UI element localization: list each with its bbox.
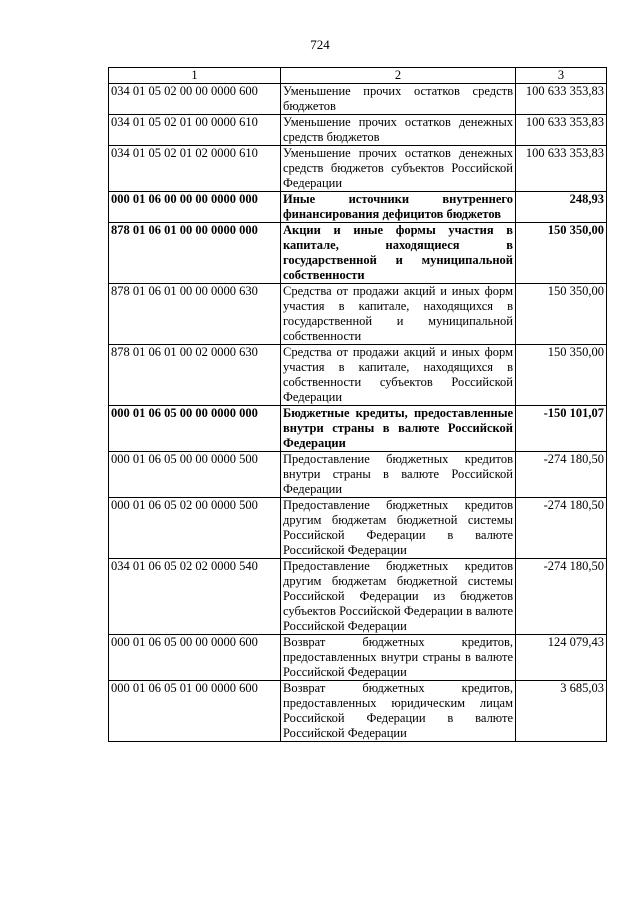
row-name-cell: Предоставление бюджетных кредитов другим бюджетам бюджетной системы Российской Федерации из бюджетов субъектов Российской Федерации в валюте Российской Федерации [281, 559, 516, 635]
row-amount-cell: -150 101,07 [516, 406, 607, 452]
table-row [109, 635, 607, 681]
row-amount-cell: 100 633 353,83 [516, 146, 607, 192]
table-row [109, 146, 607, 192]
row-code-cell: 878 01 06 01 00 00 0000 630 [109, 284, 281, 345]
row-name-cell: Возврат бюджетных кредитов, предоставленных внутри страны в валюте Российской Федерации [281, 635, 516, 681]
table-row [109, 115, 607, 146]
table-row [109, 498, 607, 559]
row-name-cell: Бюджетные кредиты, предоставленные внутри страны в валюте Российской Федерации [281, 406, 516, 452]
column-header-code: 1 [109, 68, 281, 84]
row-amount-cell: 124 079,43 [516, 635, 607, 681]
table-row [109, 681, 607, 742]
row-amount-cell: -274 180,50 [516, 452, 607, 498]
table-row [109, 192, 607, 223]
row-name-cell: Возврат бюджетных кредитов, предоставленных юридическим лицам Российской Федерации в валюте Российской Федерации [281, 681, 516, 742]
row-amount-cell: 100 633 353,83 [516, 84, 607, 115]
row-code-cell: 034 01 05 02 01 00 0000 610 [109, 115, 281, 146]
row-code-cell: 000 01 06 05 01 00 0000 600 [109, 681, 281, 742]
row-code-cell: 034 01 05 02 01 02 0000 610 [109, 146, 281, 192]
row-name-cell: Уменьшение прочих остатков денежных средств бюджетов [281, 115, 516, 146]
row-code-cell: 000 01 06 05 00 00 0000 600 [109, 635, 281, 681]
table-row [109, 284, 607, 345]
row-code-cell: 878 01 06 01 00 02 0000 630 [109, 345, 281, 406]
row-amount-cell: 100 633 353,83 [516, 115, 607, 146]
row-name-cell: Средства от продажи акций и иных форм участия в капитале, находящихся в собственности субъектов Российской Федерации [281, 345, 516, 406]
row-code-cell: 000 01 06 05 00 00 0000 500 [109, 452, 281, 498]
budget-sources-table [108, 67, 607, 742]
row-code-cell: 000 01 06 05 02 00 0000 500 [109, 498, 281, 559]
row-name-cell: Предоставление бюджетных кредитов другим бюджетам бюджетной системы Российской Федерации в валюте Российской Федерации [281, 498, 516, 559]
row-amount-cell: -274 180,50 [516, 498, 607, 559]
row-amount-cell: 150 350,00 [516, 345, 607, 406]
column-header-name: 2 [281, 68, 516, 84]
table-header-row [109, 68, 607, 84]
row-amount-cell: -274 180,50 [516, 559, 607, 635]
table-row [109, 84, 607, 115]
row-name-cell: Уменьшение прочих остатков денежных средств бюджетов субъектов Российской Федерации [281, 146, 516, 192]
column-header-amount: 3 [516, 68, 607, 84]
row-amount-cell: 150 350,00 [516, 223, 607, 284]
table-row [109, 223, 607, 284]
row-amount-cell: 150 350,00 [516, 284, 607, 345]
row-name-cell: Средства от продажи акций и иных форм участия в капитале, находящихся в государственной и муниципальной собственности [281, 284, 516, 345]
row-amount-cell: 248,93 [516, 192, 607, 223]
row-name-cell: Акции и иные формы участия в капитале, находящиеся в государственной и муниципальной собственности [281, 223, 516, 284]
table-row [109, 345, 607, 406]
row-name-cell: Уменьшение прочих остатков средств бюджетов [281, 84, 516, 115]
table-row [109, 452, 607, 498]
row-code-cell: 000 01 06 05 00 00 0000 000 [109, 406, 281, 452]
row-code-cell: 034 01 05 02 00 00 0000 600 [109, 84, 281, 115]
row-code-cell: 000 01 06 00 00 00 0000 000 [109, 192, 281, 223]
row-code-cell: 878 01 06 01 00 00 0000 000 [109, 223, 281, 284]
page-number: 724 [310, 37, 330, 52]
table-row [109, 559, 607, 635]
row-code-cell: 034 01 06 05 02 02 0000 540 [109, 559, 281, 635]
row-name-cell: Предоставление бюджетных кредитов внутри страны в валюте Российской Федерации [281, 452, 516, 498]
table-row [109, 406, 607, 452]
row-amount-cell: 3 685,03 [516, 681, 607, 742]
row-name-cell: Иные источники внутреннего финансирования дефицитов бюджетов [281, 192, 516, 223]
